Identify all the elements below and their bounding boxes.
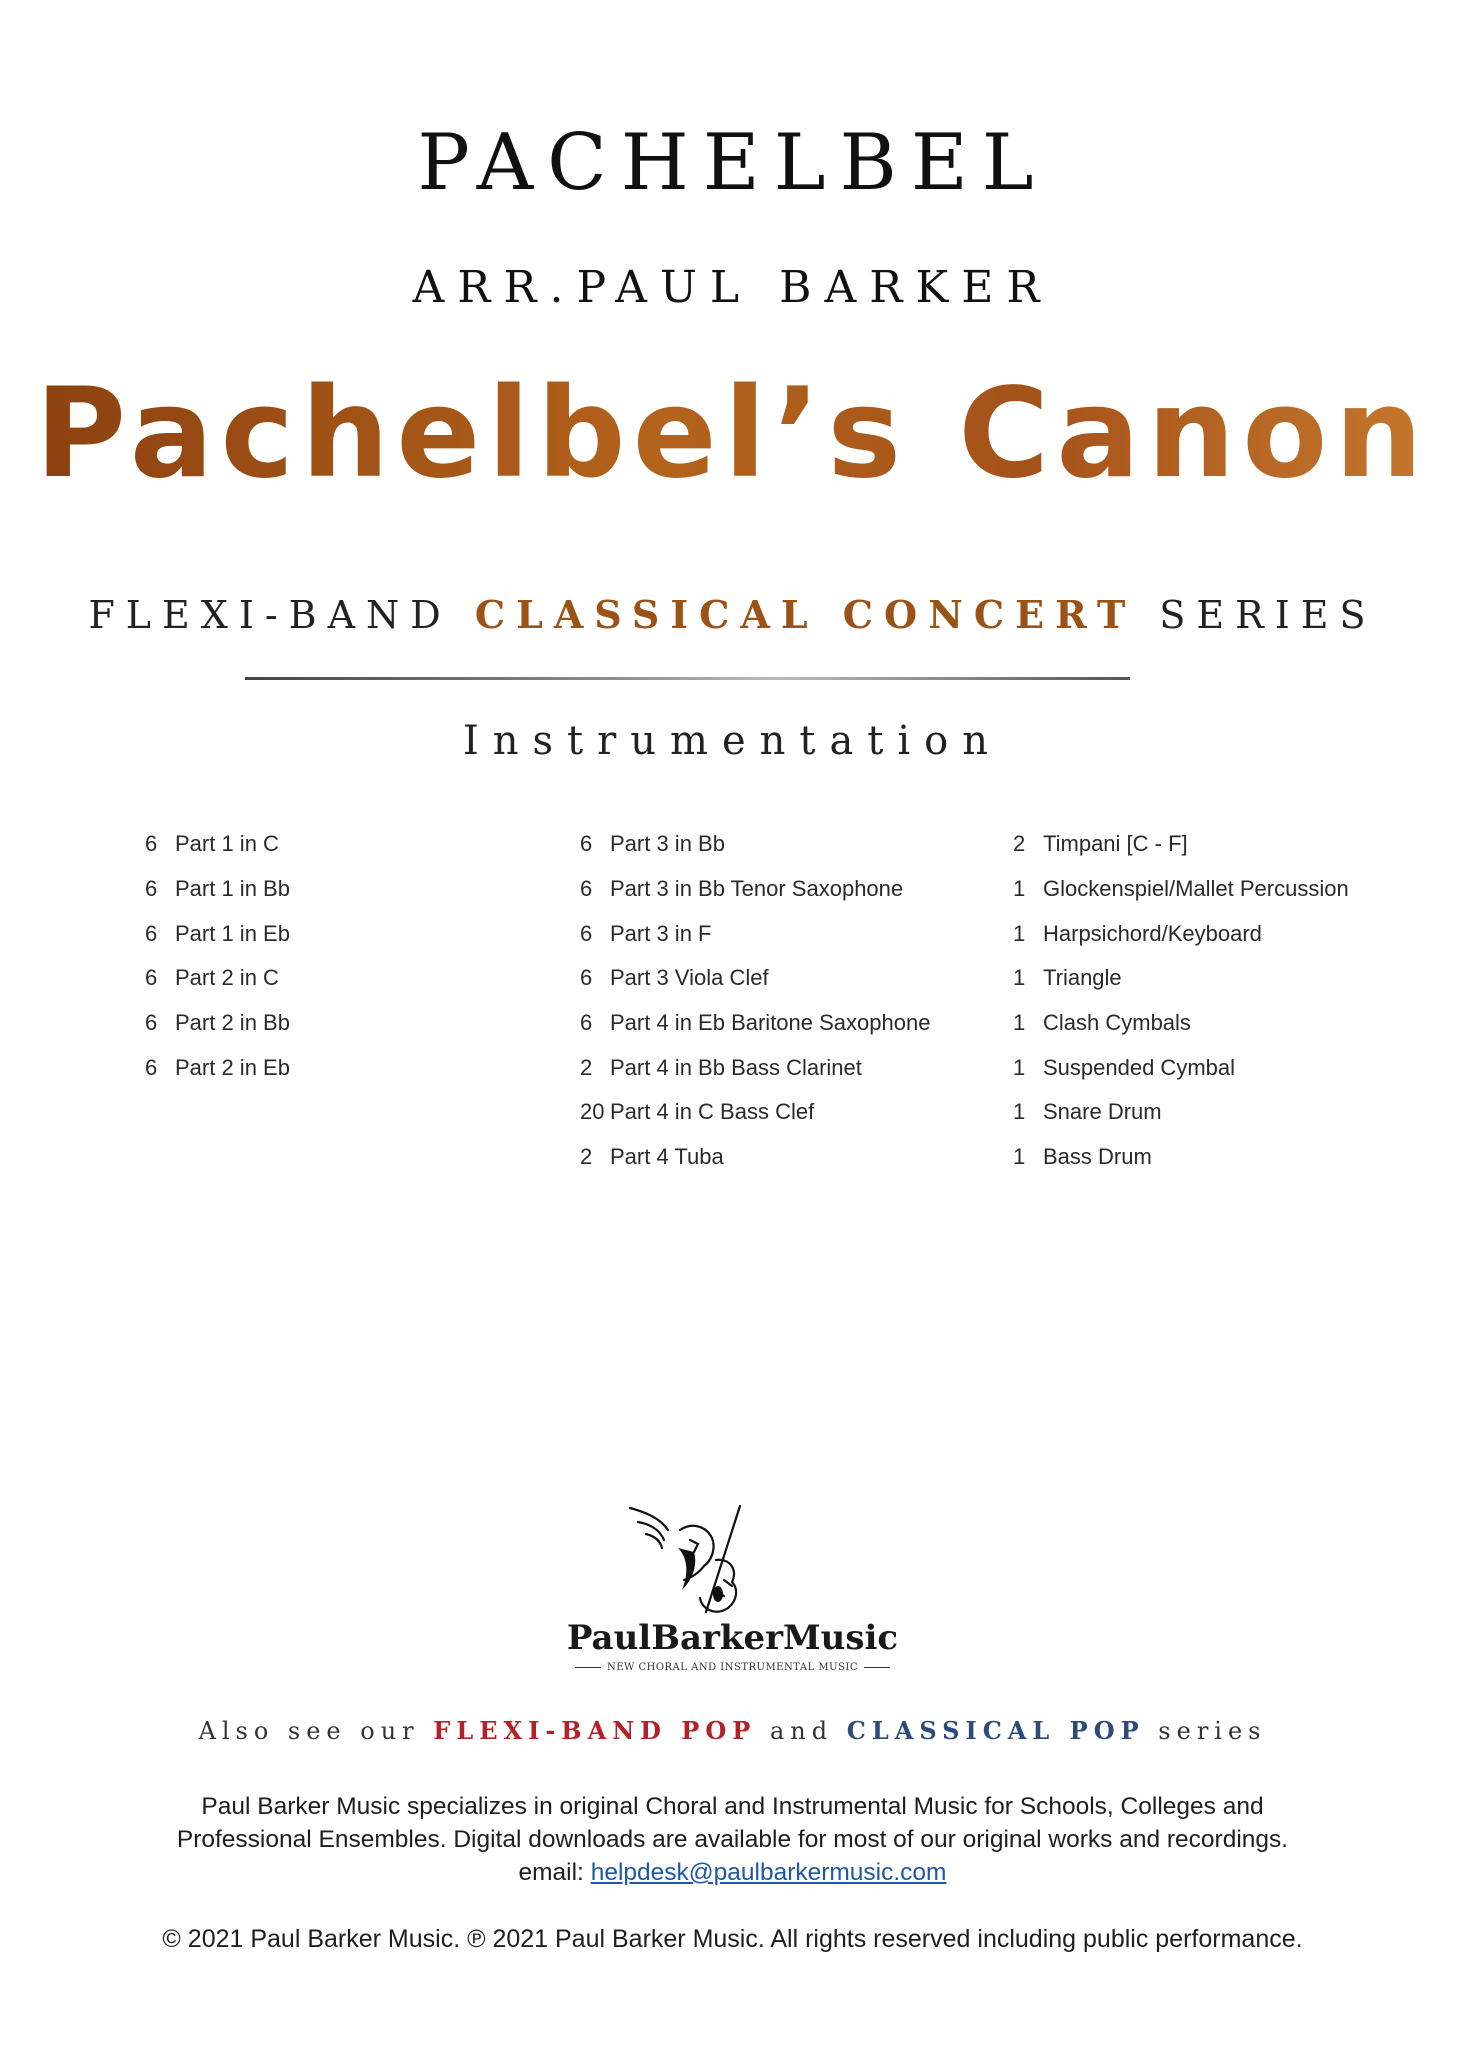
instrument-row	[1013, 1045, 1443, 1090]
instrument-qty: 6	[145, 965, 158, 991]
instrument-name: Part 4 in C Bass Clef	[610, 1099, 815, 1125]
brand-tagline-row	[0, 1662, 1465, 1673]
instrument-qty: 1	[1013, 876, 1026, 902]
also-see-line	[0, 1716, 1465, 1745]
instrument-name: Triangle	[1043, 965, 1122, 991]
instrument-name: Part 4 in Bb Bass Clarinet	[610, 1054, 862, 1080]
instrument-row	[580, 822, 1000, 867]
copyright-notice: © 2021 Paul Barker Music. ℗ 2021 Paul Barker Music. All rights reserved including public performance.	[162, 1925, 1303, 1953]
instrument-name: Part 4 in Eb Baritone Saxophone	[610, 1010, 931, 1036]
instrument-qty: 1	[1013, 1010, 1026, 1036]
instrument-qty: 6	[145, 1010, 158, 1036]
instrument-name: Part 4 Tuba	[610, 1144, 724, 1170]
instrument-qty: 6	[580, 831, 593, 857]
instrumentation-heading: Instrumentation	[462, 718, 1003, 764]
instrument-qty: 6	[145, 876, 158, 902]
instrument-row	[1013, 822, 1443, 867]
series-suffix: SERIES	[1159, 593, 1377, 637]
instrument-row	[580, 1090, 1000, 1135]
instrument-row	[580, 867, 1000, 912]
instrument-name: Glockenspiel/Mallet Percussion	[1043, 876, 1349, 902]
tagline-dash	[864, 1667, 890, 1669]
instrument-qty: 1	[1013, 920, 1026, 946]
tagline-dash	[575, 1667, 601, 1669]
instrument-qty: 6	[145, 831, 158, 857]
instrument-row	[145, 867, 565, 912]
instrument-name: Bass Drum	[1043, 1144, 1152, 1170]
instrument-row	[580, 956, 1000, 1001]
instrument-name: Suspended Cymbal	[1043, 1054, 1236, 1080]
series-line	[0, 592, 1465, 637]
instrument-name: Part 2 in Eb	[175, 1054, 290, 1080]
about-line-2: Professional Ensembles. Digital downloads are available for most of our original works and recordings.	[176, 1826, 1289, 1853]
instrument-qty: 1	[1013, 1099, 1026, 1125]
instrument-row	[580, 1045, 1000, 1090]
instrument-row	[1013, 956, 1443, 1001]
instrument-name: Clash Cymbals	[1043, 1010, 1191, 1036]
arranger-credit: ARR.PAUL BARKER	[412, 262, 1053, 313]
series-accent: CLASSICAL CONCERT	[474, 592, 1137, 637]
instrument-qty: 6	[580, 1010, 593, 1036]
brand-name: PaulBarkerMusic	[566, 1618, 899, 1658]
about-line-1: Paul Barker Music specializes in original Choral and Instrumental Music for Schools, Colleges and	[201, 1793, 1264, 1820]
divider-rule	[245, 677, 1130, 680]
instrument-qty: 2	[1013, 831, 1026, 857]
series-prefix: FLEXI-BAND	[88, 593, 452, 637]
instrument-qty: 6	[580, 920, 593, 946]
instrument-column-2	[580, 822, 1000, 1180]
instrument-name: Snare Drum	[1043, 1099, 1162, 1125]
instrument-column-1	[145, 822, 565, 1090]
instrument-qty: 6	[580, 876, 593, 902]
instrument-name: Part 2 in C	[175, 965, 279, 991]
instrument-name: Harpsichord/Keyboard	[1043, 920, 1262, 946]
also-see-joiner: and	[769, 1717, 834, 1745]
instrument-row	[1013, 867, 1443, 912]
instrument-qty: 2	[580, 1144, 593, 1170]
instrument-row	[145, 911, 565, 956]
flexi-band-pop-series: FLEXI-BAND POP	[433, 1716, 757, 1745]
instrument-column-3	[1013, 822, 1443, 1180]
instrument-row	[1013, 1135, 1443, 1180]
composer-name: PACHELBEL	[417, 118, 1048, 208]
classical-pop-series: CLASSICAL POP	[846, 1716, 1145, 1745]
also-see-suffix: series	[1158, 1717, 1267, 1745]
instrument-name: Part 1 in Eb	[175, 920, 290, 946]
piece-title: Pachelbel’s Canon	[0, 362, 1465, 506]
instrument-name: Part 3 in F	[610, 920, 712, 946]
instrument-row	[580, 911, 1000, 956]
instrument-row	[1013, 1001, 1443, 1046]
instrument-qty: 2	[580, 1054, 593, 1080]
instrument-qty: 20	[580, 1099, 605, 1125]
instrument-name: Part 3 Viola Clef	[610, 965, 769, 991]
brand-tagline: NEW CHORAL AND INSTRUMENTAL MUSIC	[606, 1662, 859, 1673]
instrument-row	[145, 822, 565, 867]
violin-musician-icon	[620, 1500, 780, 1630]
also-see-prefix: Also see our	[198, 1717, 420, 1745]
instrument-row	[1013, 911, 1443, 956]
instrument-row	[1013, 1090, 1443, 1135]
instrument-row	[145, 956, 565, 1001]
instrument-name: Part 3 in Bb Tenor Saxophone	[610, 876, 904, 902]
instrument-row	[580, 1135, 1000, 1180]
instrument-qty: 1	[1013, 1054, 1026, 1080]
instrument-name: Part 1 in C	[175, 831, 279, 857]
instrument-qty: 6	[580, 965, 593, 991]
instrument-qty: 6	[145, 920, 158, 946]
instrument-qty: 1	[1013, 965, 1026, 991]
instrument-row	[145, 1001, 565, 1046]
instrument-qty: 6	[145, 1054, 158, 1080]
instrument-row	[580, 1001, 1000, 1046]
instrument-name: Part 3 in Bb	[610, 831, 725, 857]
instrument-qty: 1	[1013, 1144, 1026, 1170]
instrument-name: Timpani [C - F]	[1043, 831, 1188, 857]
instrument-name: Part 2 in Bb	[175, 1010, 290, 1036]
email-link[interactable]: helpdesk@paulbarkermusic.com	[590, 1859, 947, 1886]
email-label: email:	[518, 1859, 584, 1886]
instrument-name: Part 1 in Bb	[175, 876, 290, 902]
instrument-row	[145, 1045, 565, 1090]
email-line	[0, 1859, 1465, 1887]
